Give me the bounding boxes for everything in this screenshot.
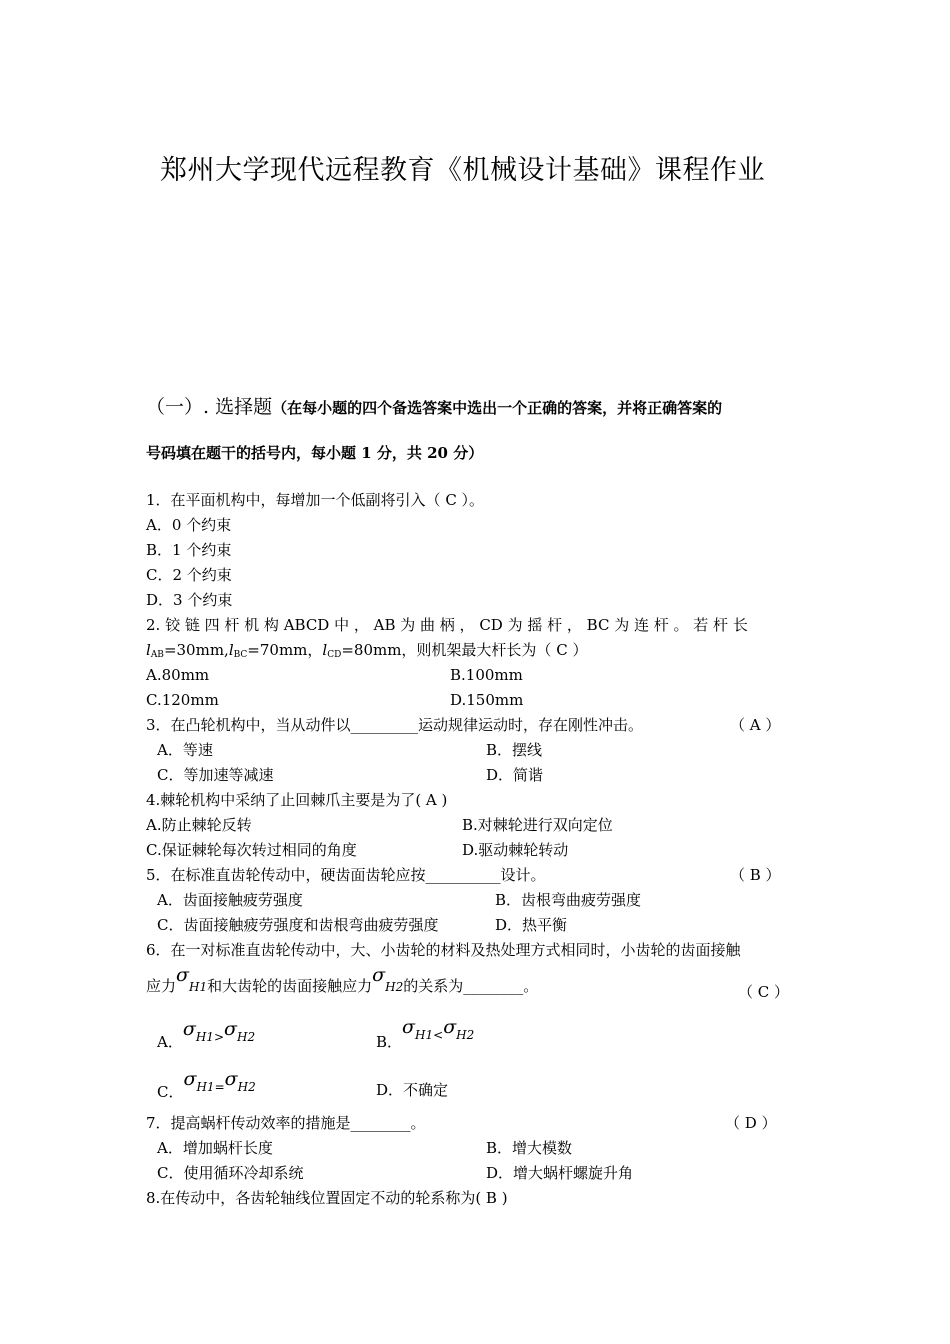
question-3-option-a: A．等速 bbox=[157, 741, 213, 759]
sigma-symbol: σ bbox=[176, 964, 189, 986]
sigma-symbol: σ bbox=[372, 964, 386, 986]
question-7-stem: 7．提高蜗杆传动效率的措施是________。 bbox=[146, 1114, 426, 1132]
question-6-option-c: C．σH1=σH2 bbox=[157, 1068, 256, 1101]
question-4-option-d: D.驱动棘轮转动 bbox=[462, 841, 569, 859]
question-6-option-b: B．σH1<σH2 bbox=[376, 1016, 475, 1051]
question-6-stem: 6．在一对标准直齿轮传动中，大、小齿轮的材料及热处理方式相同时，小齿轮的齿面接触 bbox=[146, 941, 741, 959]
question-2-option-c: C.120mm bbox=[146, 691, 219, 709]
question-7-option-d: D．增大蜗杆螺旋升角 bbox=[486, 1164, 634, 1182]
section-heading bbox=[146, 392, 722, 419]
question-8-stem: 8.在传动中，各齿轮轴线位置固定不动的轮系称为( B ) bbox=[146, 1189, 508, 1207]
question-7-option-c: C．使用循环冷却系统 bbox=[157, 1164, 304, 1182]
question-5-answer: （ B ） bbox=[730, 866, 781, 884]
question-3-stem: 3．在凸轮机构中，当从动件以_________运动规律运动时，存在刚性冲击。 bbox=[146, 716, 644, 734]
section-instruction-cont: 号码填在题干的括号内，每小题 1 分，共 20 分） bbox=[146, 444, 484, 462]
question-3-option-b: B．摆线 bbox=[486, 741, 543, 759]
question-1-option-c: C．2 个约束 bbox=[146, 566, 232, 584]
question-1-option-b: B．1 个约束 bbox=[146, 541, 232, 559]
question-2-option-d: D.150mm bbox=[450, 691, 524, 709]
section-instruction: （在每小题的四个备选答案中选出一个正确的答案，并将正确答案的 bbox=[272, 399, 723, 417]
question-1-stem: 1．在平面机构中，每增加一个低副将引入（ C ）。 bbox=[146, 491, 485, 509]
question-2-option-a: A.80mm bbox=[146, 666, 210, 684]
question-7-option-a: A．增加蜗杆长度 bbox=[157, 1139, 273, 1157]
question-7-answer: （ D ） bbox=[725, 1114, 777, 1132]
question-4-option-b: B.对棘轮进行双向定位 bbox=[462, 816, 613, 834]
question-2-stem-cont: $l_{AB}=30mm,l_{BC}=70mm$，$l_{CD}=80mm$，则机架最大杆长为（ C ） bbox=[146, 641, 588, 660]
question-5-stem: 5．在标准直齿轮传动中，硬齿面齿轮应按__________设计。 bbox=[146, 866, 546, 884]
question-5-option-b: B．齿根弯曲疲劳强度 bbox=[495, 891, 642, 909]
question-3-answer: （ A ） bbox=[730, 716, 781, 734]
question-5-option-d: D．热平衡 bbox=[495, 916, 568, 934]
question-2-stem: 2. 铰 链 四 杆 机 构 ABCD 中 ， AB 为 曲 柄 ， CD 为 摇 杆 ， BC 为 连 杆 。 若 杆 长 bbox=[146, 616, 748, 634]
question-4-stem: 4.棘轮机构中采纳了止回棘爪主要是为了( A ) bbox=[146, 791, 448, 809]
question-7-option-b: B．增大模数 bbox=[486, 1139, 573, 1157]
question-5-option-c: C．齿面接触疲劳强度和齿根弯曲疲劳强度 bbox=[157, 916, 439, 934]
question-6-stem-cont: 应力σH1和大齿轮的齿面接触应力σH2的关系为________。 bbox=[146, 964, 539, 995]
question-6-option-a: A．σH1>σH2 bbox=[157, 1018, 256, 1051]
question-4-option-c: C.保证棘轮每次转过相同的角度 bbox=[146, 841, 357, 859]
question-3-option-c: C．等加速等减速 bbox=[157, 766, 274, 784]
question-6-option-d: D．不确定 bbox=[376, 1081, 449, 1099]
section-title: （一）. 选择题 bbox=[146, 396, 273, 418]
question-5-option-a: A．齿面接触疲劳强度 bbox=[157, 891, 303, 909]
question-6-answer: （ C ） bbox=[738, 983, 790, 1001]
question-4-option-a: A.防止棘轮反转 bbox=[146, 816, 252, 834]
question-1-option-d: D．3 个约束 bbox=[146, 591, 233, 609]
question-1-option-a: A．0 个约束 bbox=[146, 516, 232, 534]
question-3-option-d: D．简谐 bbox=[486, 766, 544, 784]
page-title: 郑州大学现代远程教育《机械设计基础》课程作业 bbox=[160, 155, 765, 186]
question-2-option-b: B.100mm bbox=[450, 666, 523, 684]
